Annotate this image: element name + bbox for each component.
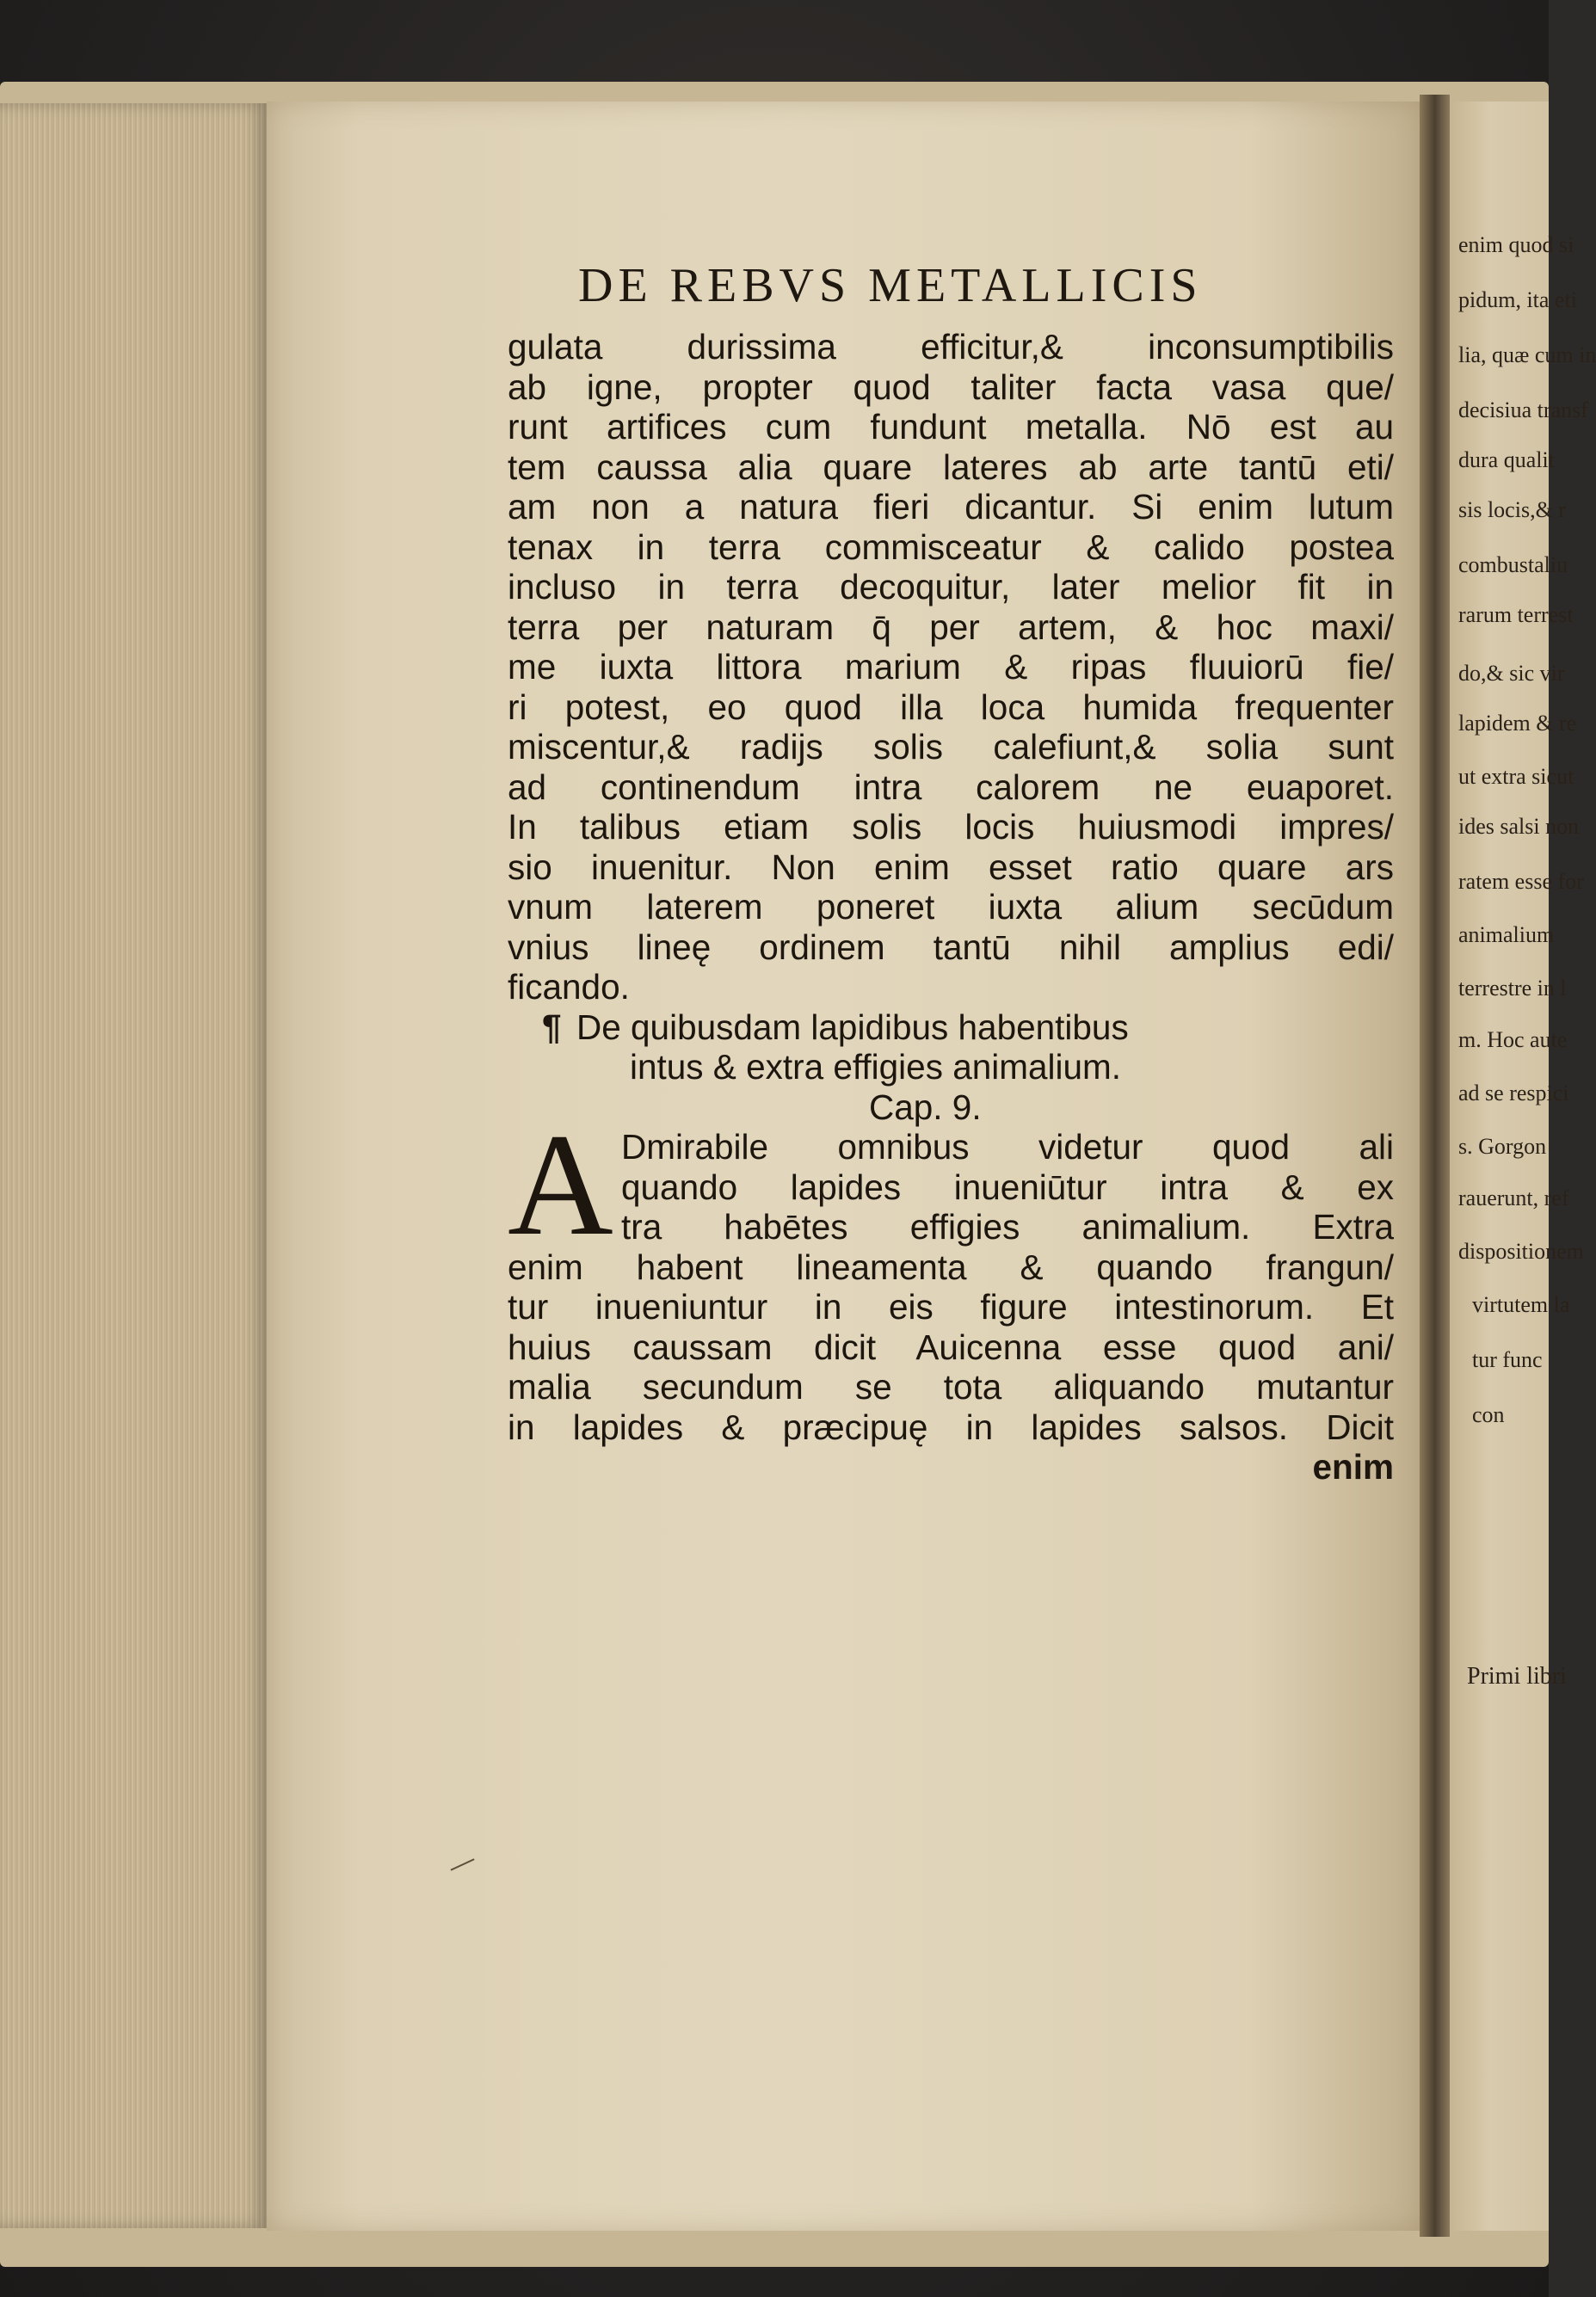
- facing-text-line: ratem esse for: [1458, 869, 1584, 894]
- running-head: DE REBVS METALLICIS: [578, 259, 1203, 312]
- catchword: enim: [1312, 1447, 1394, 1487]
- text-line: gulata durissima efficitur,& inconsumptibilis: [508, 327, 1394, 366]
- text-line: malia secundum se tota aliquando mutantur: [508, 1367, 1394, 1407]
- facing-text-line: lapidem & re: [1458, 711, 1577, 736]
- facing-text-line: rauerunt, ref: [1458, 1185, 1569, 1210]
- text-line: in lapides & præcipuę in lapides salsos. Dicit: [508, 1407, 1394, 1447]
- facing-text-line: pidum, ita eti: [1458, 287, 1577, 312]
- chapter-title-line-1: ¶ De quibusdam lapidibus habentibus: [542, 1007, 1129, 1047]
- facing-text-line: dispositionem: [1458, 1239, 1584, 1264]
- text-line: vnum laterem poneret iuxta alium secūdum: [508, 887, 1394, 927]
- text-line: sio inuenitur. Non enim esset ratio quare ars: [508, 847, 1394, 887]
- text-line: miscentur,& radijs solis calefiunt,& solia sunt: [508, 727, 1394, 767]
- facing-text-line: lia, quæ cum in: [1458, 342, 1596, 367]
- text-line: enim habent lineamenta & quando frangun/: [508, 1247, 1394, 1287]
- text-line: incluso in terra decoquitur, later melior fit in: [508, 567, 1394, 607]
- page-edges-stack: [0, 103, 267, 2228]
- facing-text-line: rarum terrest: [1458, 602, 1574, 627]
- text-line: ab igne, propter quod taliter facta vasa que/: [508, 366, 1394, 407]
- text-line: ficando.: [508, 967, 630, 1007]
- drop-cap: A: [508, 1104, 613, 1266]
- text-line: tem caussa alia quare lateres ab arte tantū eti/: [508, 446, 1394, 487]
- facing-page-lines: [1450, 102, 1596, 2231]
- text-line: vnius lineę ordinem tantū nihil amplius edi/: [508, 927, 1394, 967]
- facing-text-line: tur func: [1472, 1347, 1543, 1372]
- facing-text-line: sis locis,& r: [1458, 497, 1566, 522]
- text-line: Dmirabile omnibus videtur quod ali: [621, 1127, 1394, 1167]
- facing-text-line: decisiua transf: [1458, 397, 1588, 422]
- text-line: ri potest, eo quod illa loca humida frequenter: [508, 687, 1394, 727]
- facing-text-line: terrestre in l: [1458, 976, 1567, 1001]
- text-line: tenax in terra commisceatur & calido postea: [508, 527, 1394, 567]
- text-line: tra habētes effigies animalium. Extra: [621, 1207, 1394, 1247]
- facing-text-line: ut extra sicut: [1458, 764, 1574, 789]
- facing-text-line: virtutem la: [1472, 1292, 1570, 1317]
- text-line: ad continendum intra calorem ne euaporet.: [508, 767, 1394, 807]
- chapter-number: Cap. 9.: [869, 1087, 982, 1127]
- facing-text-line: do,& sic vir: [1458, 661, 1565, 686]
- text-line: quando lapides inueniūtur intra & ex: [621, 1167, 1394, 1207]
- facing-text-line: m. Hoc aute: [1458, 1027, 1568, 1052]
- facing-text-line: combustaliu: [1458, 552, 1568, 577]
- body-paragraph: [508, 327, 1394, 1007]
- facing-text-line: s. Gorgon: [1458, 1134, 1547, 1159]
- main-text-block: [508, 327, 1394, 1487]
- text-line: terra per naturam q̄ per artem, & hoc maxi/: [508, 607, 1394, 647]
- text-line: am non a natura fieri dicantur. Si enim lutum: [508, 487, 1394, 527]
- facing-text-line: enim quod si: [1458, 232, 1574, 257]
- chapter-title-line-2: intus & extra effigies animalium.: [630, 1047, 1122, 1087]
- facing-page-fragment: [1450, 102, 1596, 2231]
- facing-text-line: ad se respici: [1458, 1081, 1569, 1105]
- text-line: In talibus etiam solis locis huiusmodi impres/: [508, 807, 1394, 847]
- facing-text-line: ides salsi non: [1458, 814, 1580, 839]
- facing-text-line: animalium: [1458, 922, 1555, 947]
- text-line: runt artifices cum fundunt metalla. Nō est au: [508, 407, 1394, 446]
- text-line: tur inueniuntur in eis figure intestinorum. Et: [508, 1287, 1394, 1327]
- book-gutter: [1420, 95, 1450, 2237]
- text-line: huius caussam dicit Auicenna esse quod ani/: [508, 1327, 1394, 1367]
- text-line: me iuxta littora marium & ripas fluuiorū fie/: [508, 647, 1394, 687]
- chapter-paragraph: [508, 1247, 1394, 1448]
- pilcrow-icon: ¶: [542, 1007, 562, 1047]
- facing-text-line: con: [1472, 1402, 1505, 1427]
- facing-text-line: dura qualit: [1458, 447, 1555, 472]
- facing-page-footer: Primi libri: [1467, 1663, 1567, 1690]
